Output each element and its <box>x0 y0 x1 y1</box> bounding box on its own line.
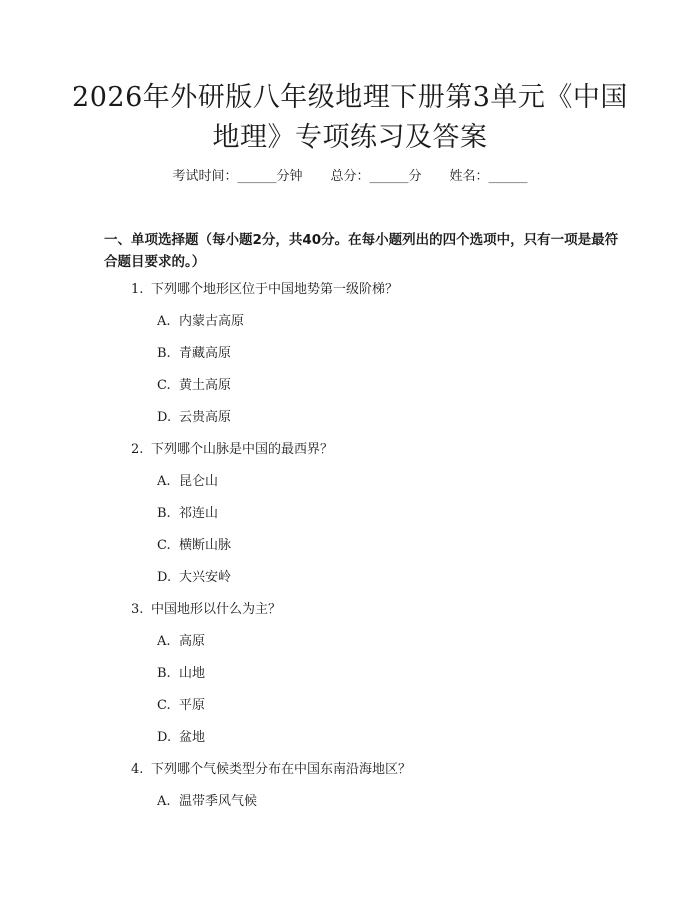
question-text: 中国地形以什么为主？ <box>151 602 282 617</box>
option-letter: A. <box>157 794 171 809</box>
option-text: 温带季风气候 <box>179 794 258 809</box>
question-4 <box>131 761 411 779</box>
option-text: 横断山脉 <box>179 538 232 553</box>
question-number: 2. <box>131 442 144 457</box>
question-number: 4. <box>131 762 144 777</box>
question-3-option-b <box>157 665 205 683</box>
option-letter: A. <box>157 634 171 649</box>
option-letter: C. <box>157 538 171 553</box>
option-letter: B. <box>157 666 171 681</box>
option-text: 高原 <box>179 634 206 649</box>
option-text: 山地 <box>179 666 206 681</box>
question-1-option-d <box>157 409 231 427</box>
option-text: 云贵高原 <box>179 410 232 425</box>
question-2-option-c <box>157 537 231 555</box>
question-text: 下列哪个山脉是中国的最西界？ <box>151 442 334 457</box>
option-text: 盆地 <box>179 730 206 745</box>
question-number: 3. <box>131 602 144 617</box>
option-letter: C. <box>157 698 171 713</box>
option-letter: A. <box>157 474 171 489</box>
option-letter: B. <box>157 346 171 361</box>
question-1-option-b <box>157 345 231 363</box>
exam-time-field: 考试时间：______分钟 <box>172 169 303 184</box>
student-name-field: 姓名：______ <box>449 169 528 184</box>
question-4-option-a <box>157 793 257 811</box>
question-1 <box>131 281 398 299</box>
question-3-option-d <box>157 729 205 747</box>
question-2-option-b <box>157 505 218 523</box>
question-3-option-c <box>157 697 205 715</box>
option-letter: B. <box>157 506 171 521</box>
total-score-field: 总分：______分 <box>330 169 422 184</box>
question-2-option-a <box>157 473 218 491</box>
question-3 <box>131 601 281 619</box>
question-2-option-d <box>157 569 231 587</box>
option-letter: C. <box>157 378 171 393</box>
exam-info-line <box>0 168 700 186</box>
option-text: 平原 <box>179 698 206 713</box>
option-letter: D. <box>157 730 172 745</box>
document-title: 2026年外研版八年级地理下册第3单元《中国地理》专项练习及答案 <box>72 82 628 153</box>
option-text: 祁连山 <box>179 506 219 521</box>
option-text: 昆仑山 <box>179 474 219 489</box>
option-text: 内蒙古高原 <box>179 314 245 329</box>
question-number: 1. <box>131 282 144 297</box>
option-text: 青藏高原 <box>179 346 232 361</box>
question-3-option-a <box>157 633 205 651</box>
question-text: 下列哪个气候类型分布在中国东南沿海地区？ <box>151 762 412 777</box>
option-letter: A. <box>157 314 171 329</box>
question-2 <box>131 441 333 459</box>
section-heading: 一、单项选择题（每小题2分，共40分。在每小题列出的四个选项中，只有一项是最符合题目要求的。） <box>104 232 619 270</box>
question-1-option-c <box>157 377 231 395</box>
option-text: 大兴安岭 <box>179 570 232 585</box>
option-letter: D. <box>157 570 172 585</box>
question-1-option-a <box>157 313 244 331</box>
option-letter: D. <box>157 410 172 425</box>
option-text: 黄土高原 <box>179 378 232 393</box>
question-text: 下列哪个地形区位于中国地势第一级阶梯？ <box>151 282 399 297</box>
